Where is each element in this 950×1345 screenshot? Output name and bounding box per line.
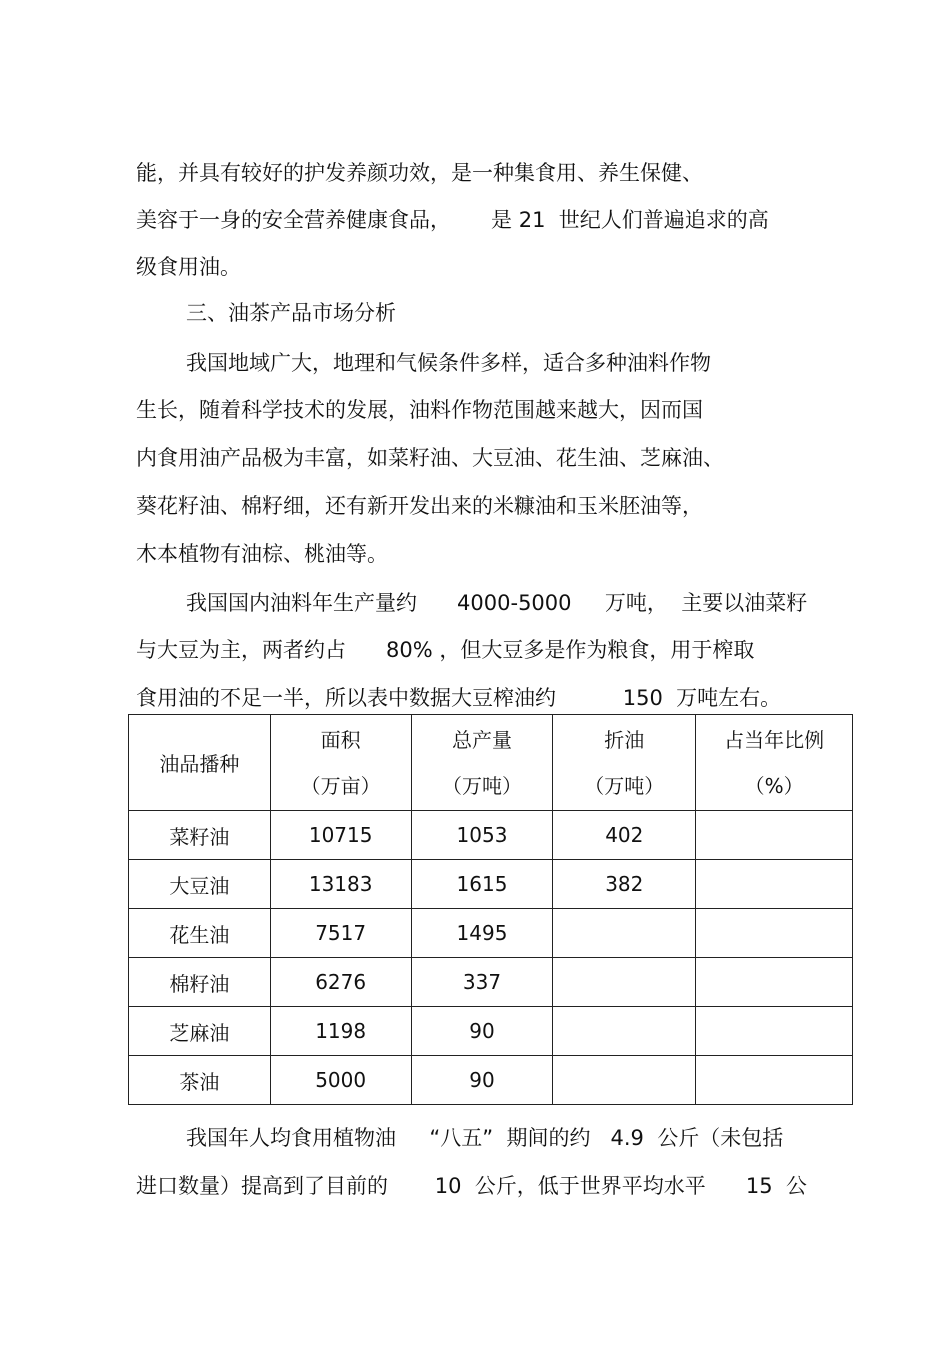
oil-production-table: [128, 714, 853, 1105]
table-cell: 10715: [270, 811, 411, 860]
table-cell: 芝麻油: [129, 1007, 271, 1056]
paragraph-line: 美容于一身的安全营养健康食品， 是 21 世纪人们普遍追求的高: [136, 208, 769, 232]
table-cell: 7517: [270, 909, 411, 958]
header-label: 折油: [604, 727, 645, 752]
table-cell: [696, 958, 853, 1007]
table-cell: 382: [553, 860, 696, 909]
header-cell: [411, 715, 553, 811]
table-cell: [553, 958, 696, 1007]
table-cell: 1198: [270, 1007, 411, 1056]
table-cell: [696, 1007, 853, 1056]
paragraph-line: 与大豆为主，两者约占 80% ，但大豆多是作为粮食，用于榨取: [136, 638, 755, 662]
table-cell: 1615: [411, 860, 553, 909]
paragraph-line: 能，并具有较好的护发养颜功效，是一种集食用、养生保健、: [136, 161, 703, 185]
paragraph-line: 进口数量）提高到了目前的 10 公斤，低于世界平均水平 15 公: [136, 1174, 807, 1198]
header-label: 面积: [320, 727, 361, 752]
header-cell: [129, 715, 271, 811]
table-cell: [696, 811, 853, 860]
paragraph-line: 葵花籽油、棉籽细，还有新开发出来的米糠油和玉米胚油等，: [136, 494, 703, 518]
table-cell: 90: [411, 1056, 553, 1105]
paragraph-line: 内食用油产品极为丰富，如菜籽油、大豆油、花生油、芝麻油、: [136, 446, 724, 470]
table-cell: 1495: [411, 909, 553, 958]
table-cell: [696, 909, 853, 958]
table-row: [129, 1007, 853, 1056]
paragraph-line: 生长，随着科学技术的发展，油料作物范围越来越大，因而国: [136, 398, 703, 422]
paragraph-line: 我国地域广大，地理和气候条件多样，适合多种油料作物: [186, 351, 711, 375]
table-cell: 402: [553, 811, 696, 860]
table-cell: [553, 909, 696, 958]
header-label: 占当年比例: [724, 727, 825, 752]
header-cell: [270, 715, 411, 811]
table-row: [129, 909, 853, 958]
table-row: [129, 860, 853, 909]
header-unit: （万吨）: [584, 773, 665, 798]
table-row: [129, 958, 853, 1007]
paragraph-line: 木本植物有油棕、桃油等。: [136, 542, 388, 566]
header-unit: （万亩）: [300, 773, 381, 798]
table-cell: 1053: [411, 811, 553, 860]
table-cell: 13183: [270, 860, 411, 909]
table-cell: 6276: [270, 958, 411, 1007]
table-cell: 棉籽油: [129, 958, 271, 1007]
paragraph-line: 食用油的不足一半，所以表中数据大豆榨油约 150 万吨左右。: [136, 686, 782, 710]
table-cell: [553, 1007, 696, 1056]
section-heading: 三、油茶产品市场分析: [186, 301, 396, 325]
table-cell: 花生油: [129, 909, 271, 958]
header-cell: [696, 715, 853, 811]
table-cell: [696, 860, 853, 909]
paragraph-line: 我国年人均食用植物油 “八五” 期间的约 4.9 公斤（未包括: [186, 1126, 784, 1150]
table-cell: 337: [411, 958, 553, 1007]
table-cell: 90: [411, 1007, 553, 1056]
table-cell: 大豆油: [129, 860, 271, 909]
header-unit: （万吨）: [441, 773, 522, 798]
header-unit: （%）: [744, 773, 804, 798]
header-label: 油品播种: [159, 752, 240, 776]
table-cell: [696, 1056, 853, 1105]
paragraph-line: 我国国内油料年生产量约 4000-5000 万吨， 主要以油菜籽: [186, 591, 808, 615]
table-cell: 5000: [270, 1056, 411, 1105]
table-row: [129, 1056, 853, 1105]
table-cell: [553, 1056, 696, 1105]
table-header-row: [129, 715, 853, 811]
table-cell: 菜籽油: [129, 811, 271, 860]
table-cell: 茶油: [129, 1056, 271, 1105]
paragraph-line: 级食用油。: [136, 255, 241, 279]
table-row: [129, 811, 853, 860]
header-label: 总产量: [451, 727, 512, 752]
header-cell: [553, 715, 696, 811]
